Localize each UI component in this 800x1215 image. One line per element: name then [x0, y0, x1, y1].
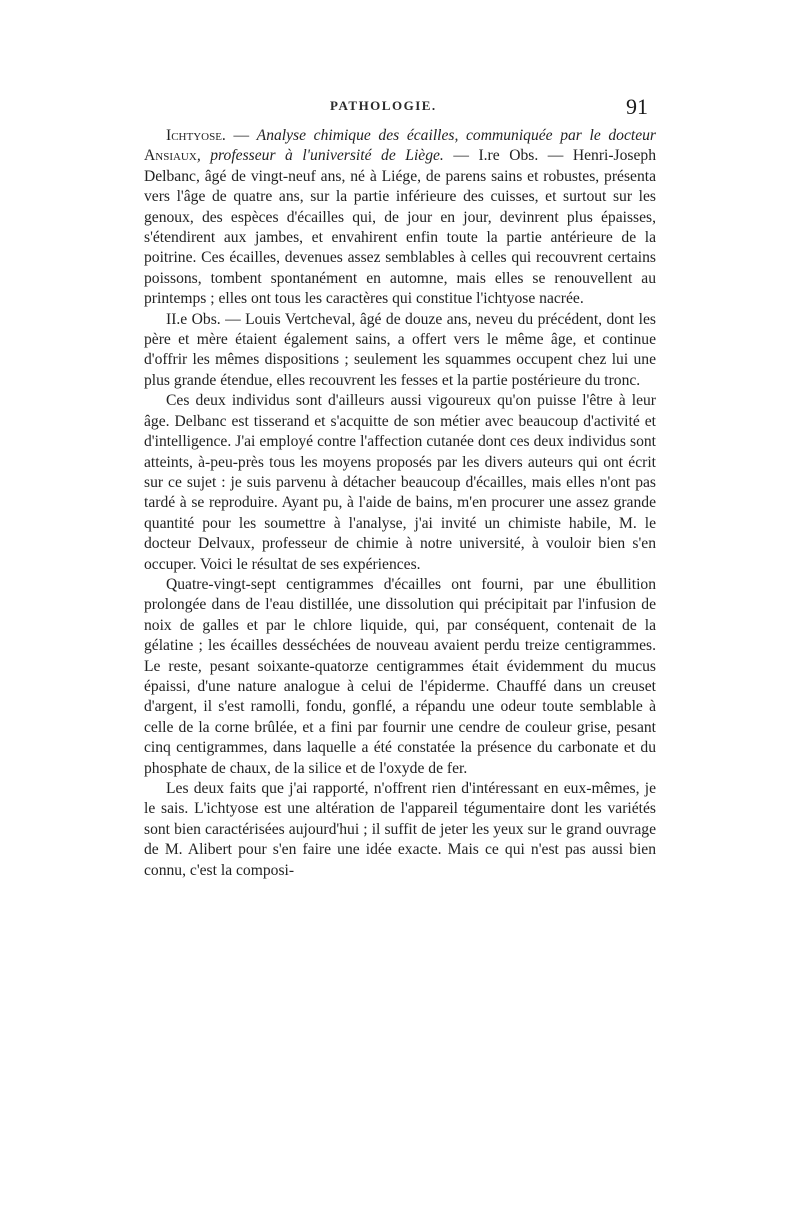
page-number: 91	[626, 94, 648, 119]
running-head-title: PATHOLOGIE.	[330, 98, 437, 113]
paragraph-obs-2: II.e Obs. — Louis Vertcheval, âgé de douze ans, neveu du précédent, dont les père et mère étaient également sains, a offert vers le même âge, et continue d'offrir les mêmes dispositions ; seulement les squammes occupent chez lui une plus grande étendue, elles recouvrent les fesses et la partie postérieure du tronc.	[144, 310, 656, 389]
paragraph-analysis: Quatre-vingt-sept centigrammes d'écailles ont fourni, par une ébullition prolongée dans de l'eau distillée, une dissolution qui précipitait par l'infusion de noix de galles et par le chlore liquide, qui, par conséquent, contenait de la gélatine ; les écailles desséchées de nouveau avaient perdu treize centigrammes. Le reste, pesant soixante-quatorze centigrammes était évidemment du mucus épaissi, d'une nature analogue à celui de l'épiderme. Chauffé dans un creuset d'argent, il s'est ramolli, fondu, gonflé, a répandu une odeur toute semblable à celle de la corne brûlée, et a fini par fournir une cendre de couleur grise, pesant cinq centigrammes, dans laquelle a été constatée la présence du carbonate et du phosphate de chaux, de la silice et de l'oxyde de fer.	[144, 575, 656, 777]
section-subtitle: Analyse chimique des écailles, communiquée par le docteur	[256, 127, 657, 144]
running-head	[0, 94, 800, 122]
observation-1-text: — I.re Obs. — Henri-Joseph Delbanc, âgé de vingt-neuf ans, né à Liége, de parens sains et robustes, présenta vers l'âge de quatre ans, sur la partie inférieure des cuisses, et surtout sur les genoux, des espèces d'écailles qui, de jour en jour, devinrent plus épaisses, s'étendirent aux jambes, et envahirent enfin toute la partie antérieure de la poitrine. Ces écailles, devenues assez semblables à celles qui recouvrent certains poissons, tombent spontanément en automne, mais elles se renouvellent au printemps ; elles ont tous les caractères qui constitue l'ichtyose nacrée.	[144, 147, 657, 308]
paragraph-conclusion: Les deux faits que j'ai rapporté, n'offrent rien d'intéressant en eux-mêmes, je le sais. L'ichtyose est une altération de l'appareil tégumentaire dont les variétés sont bien caractérisées aujourd'hui ; il suffit de jeter les yeux sur le grand ouvrage de M. Alibert pour s'en faire une idée exacte. Mais ce qui n'est pas aussi bien connu, c'est la composi-	[144, 780, 656, 879]
author-affiliation: , professeur à l'université de Liège.	[196, 147, 444, 165]
author-name: Ansiaux	[144, 147, 197, 165]
paragraph-ichtyose-obs-1	[144, 126, 656, 310]
section-dash: —	[225, 127, 257, 144]
body-text	[144, 126, 656, 881]
section-lead: Ichtyose.	[166, 127, 226, 144]
paragraph-individuals: Ces deux individus sont d'ailleurs aussi vigoureux qu'on puisse l'être à leur âge. Delbanc est tisserand et s'acquitte de son métier avec beaucoup d'activité et d'intelligence. J'ai employé contre l'affection cutanée dont ces deux individus sont atteints, à-peu-près tous les moyens proposés par les divers auteurs qui ont écrit sur ce sujet : je suis parvenu à détacher beaucoup d'écailles, mais elles n'ont pas tardé à se reproduire. Ayant pu, à l'aide de bains, m'en procurer une assez grande quantité pour les soumettre à l'analyse, j'ai invité un chimiste habile, M. le docteur Delvaux, professeur de chimie à notre université, à vouloir bien s'en occuper. Voici le résultat de ses expériences.	[144, 392, 656, 573]
